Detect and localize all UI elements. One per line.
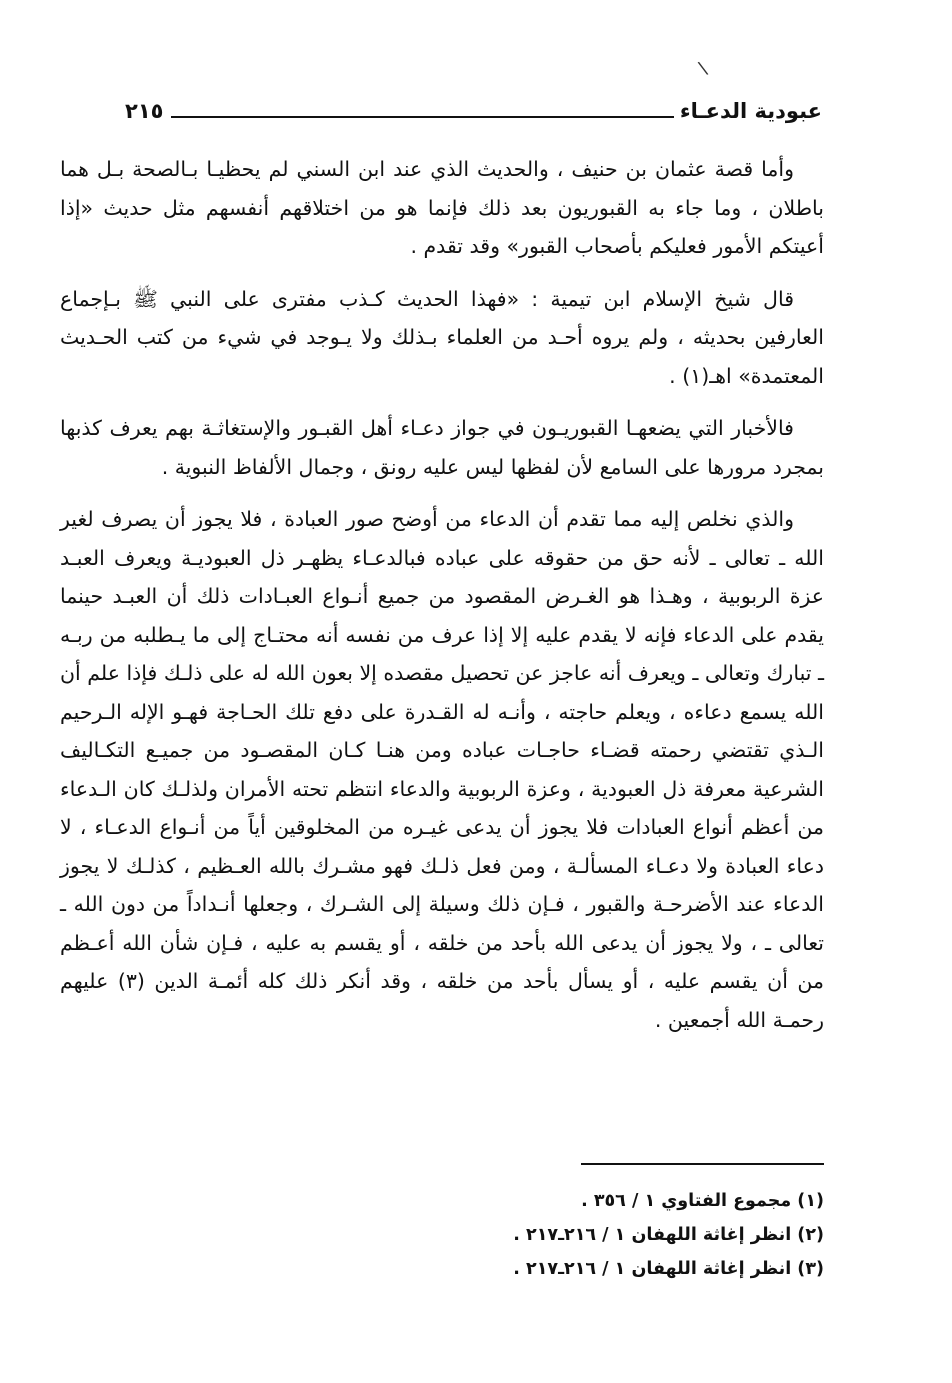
footnote: (٢) انظر إغاثة اللهفان ١ / ٢١٦ـ٢١٧ . xyxy=(513,1225,824,1245)
footnotes xyxy=(300,1184,824,1286)
header-rule xyxy=(171,116,673,118)
footnote: (٣) انظر إغاثة اللهفان ١ / ٢١٦ـ٢١٧ . xyxy=(513,1259,824,1279)
page-number: ٢١٥ xyxy=(125,99,164,123)
footnote-separator xyxy=(581,1163,824,1165)
running-title: عبودية الدعـاء xyxy=(679,99,822,123)
paragraph: فالأخبار التي يضعهـا القبوريـون في جواز دعـاء أهل القبـور والإستغاثـة بهم يعرف كذبها بمجرد مرورها على السامع لأن لفظها ليس عليه رونق ، وجمال الألفاظ النبوية . xyxy=(60,416,824,479)
paragraph: وأما قصة عثمان بن حنيف ، والحديث الذي عند ابن السني لم يحظيـا بـالصحة بـل هما باطلان ، وما جاء به القبوريون بعد ذلك فإنما هو من اختلاقهم أنفسهم مثل حديث «إذا أعيتكم الأمور فعليكم بأصحاب القبور» وقد تقدم . xyxy=(60,157,824,258)
stray-pen-mark: \ xyxy=(696,57,710,80)
paragraph: والذي نخلص إليه مما تقدم أن الدعاء من أوضح صور العبادة ، فلا يجوز أن يصرف لغير الله ـ تعالى ـ لأنه حق من حقوقه على عباده فبالدعـاء يظهـر ذل العبوديـة ويعرف العبـد عزة الربوبية ، وهـذا هو الغـرض المقصود من جميع أنـواع العبـادات ذلك أن العبـد حينما يقدم على الدعاء فإنه لا يقدم عليه إلا إذا عرف من نفسه أنه محتـاج إلى ما يـطلبه من ربـه ـ تبارك وتعالى ـ ويعرف أنه عاجز عن تحصيل مقصده إلا بعون الله له على ذلـك فإذا علم أن الله يسمع دعاءه ، ويعلم حاجته ، وأنـه له القـدرة على دفع تلك الحـاجة فهـو الإله الـرحيم الـذي تقتضي رحمته قضـاء حاجـات عباده ومن هنـا كـان المقصـود من جميـع التكـاليف الشرعية معرفة ذل العبودية ، وعزة الربوبية والدعاء انتظم تحته الأمران ولذلـك كان الـدعاء من أعظم أنواع العبادات فلا يجوز أن يدعى غيـره من المخلوقين أياً من أنـواع الدعـاء ، لا دعاء العبادة ولا دعـاء المسألـة ، ومن فعل ذلـك فهو مشـرك بالله العـظيم ، كذلـك لا يجوز الدعاء عند الأضرحـة والقبور ، فـإن ذلك وسيلة إلى الشـرك ، وجعلها أنـداداً من دون الله ـ تعالى ـ ، ولا يجوز أن يدعى الله بأحد من خلقه ، أو يقسم به عليه ، فـإن شأن الله أعـظم من أن يقسم عليه ، أو يسأل بأحد من خلقه ، وقد أنكر ذلك كله أئمـة الدين (٣) عليهم رحمـة الله أجمعين . xyxy=(60,507,825,1032)
main-text xyxy=(60,150,824,1053)
paragraph: قال شيخ الإسلام ابن تيمية : «فهذا الحديث كـذب مفترى على النبي ﷺ بـإجماع العارفين بحديثه ، ولم يروه أحـد من العلماء بـذلك ولا يـوجد في شيء من كتب الحـديث المعتمدة» اهـ(١) . xyxy=(60,286,824,388)
running-header xyxy=(125,96,822,126)
footnote: (١) مجموع الفتاوي ١ / ٣٥٦ . xyxy=(581,1191,824,1211)
